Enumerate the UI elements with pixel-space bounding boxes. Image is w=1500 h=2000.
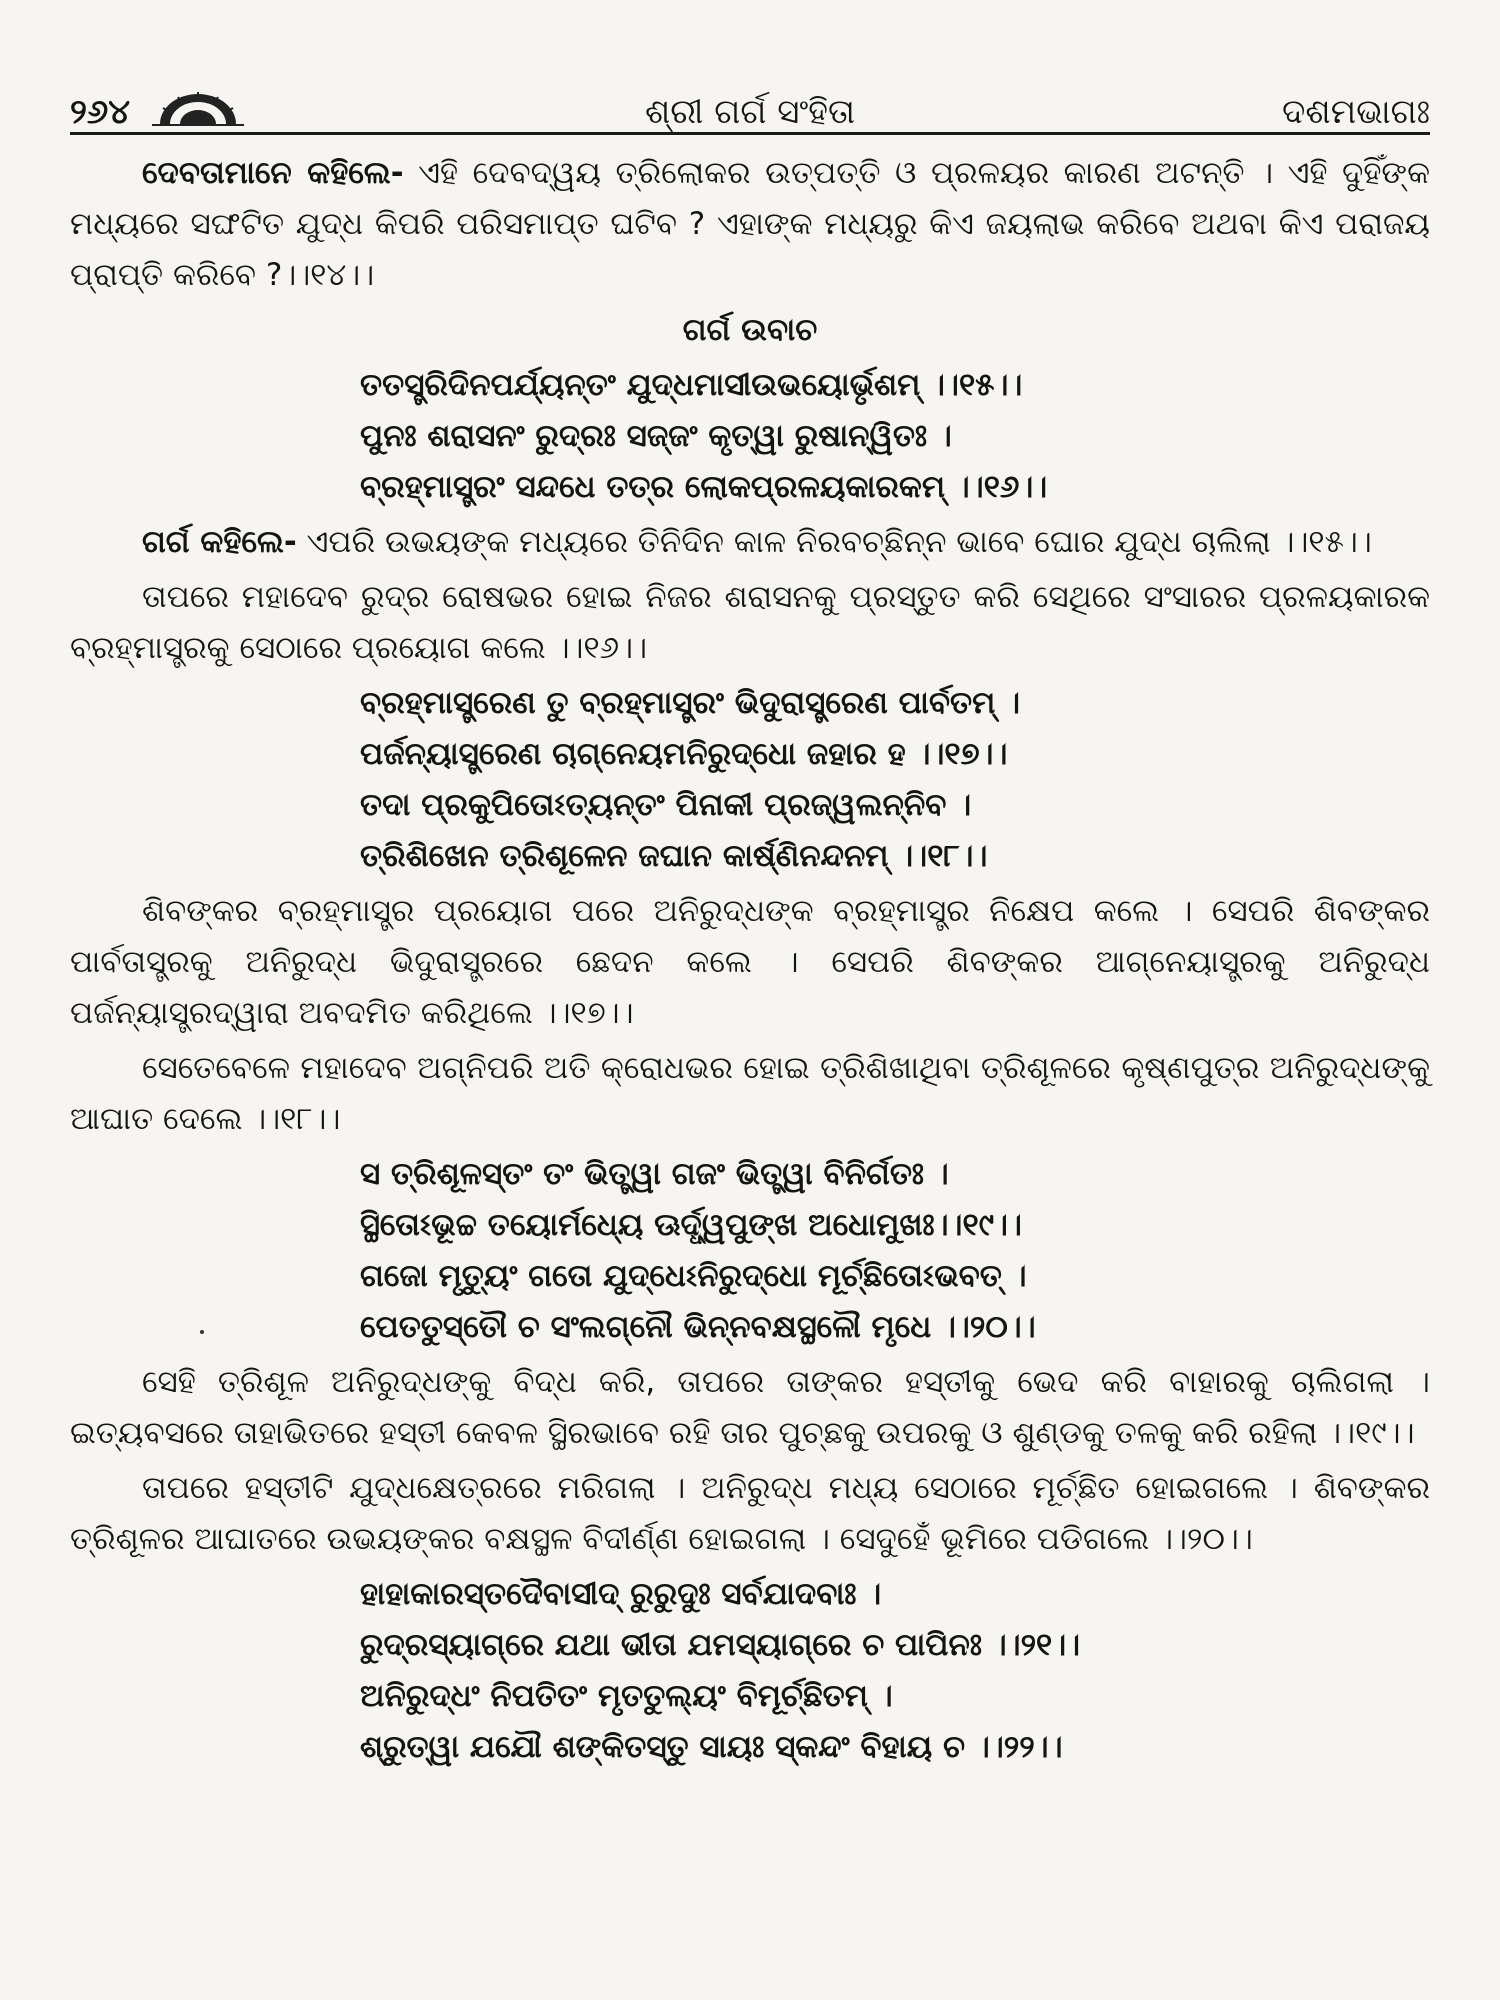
book-title: ଶ୍ରୀ ଗର୍ଗ ସଂହିତା: [644, 92, 856, 132]
verse-line: ରୁଦ୍ରସ୍ୟାଗ୍ରେ ଯଥା ଭୀତା ଯମସ୍ୟାଗ୍ରେ ଚ ପାପିନଃ ।।୨୧।।: [360, 1627, 1081, 1663]
verse-line: ଗଜୋ ମୃତ୍ୟୁଂ ଗତୋ ଯୁଦ୍ଧେଽନିରୁଦ୍ଧୋ ମୂର୍ଚ୍ଛିତୋଽଭବତ୍ ।: [360, 1258, 1027, 1294]
verse-line: ଶ୍ରୁତ୍ୱା ଯଯୌ ଶଙ୍କିତସ୍ତୁ ସାୟଃ ସ୍କନ୍ଦଂ ବିହାୟ ଚ ।।୨୨।।: [360, 1729, 1063, 1765]
paragraph-text: ଏପରି ଉଭୟଙ୍କ ମଧ୍ୟରେ ତିନିଦିନ କାଳ ନିରବଚ୍ଛିନ୍ନ ଭାବେ ଘୋର ଯୁଦ୍ଧ ଚାଲିଲା ।।୧୫।।: [296, 524, 1372, 560]
commentary-paragraph: [70, 517, 1430, 568]
page-number: ୨୬୪: [70, 92, 131, 132]
sanskrit-verse: [360, 678, 1430, 882]
sanskrit-verse: [360, 1569, 1430, 1773]
verse-line: ପେତତୁସ୍ତୌ ଚ ସଂଲଗ୍ନୌ ଭିନ୍ନବକ୍ଷସ୍ଥଳୌ ମୃଧେ ।।୨୦।।: [360, 1309, 1036, 1345]
page-body: [70, 148, 1430, 1777]
verse-line: ସ ତ୍ରିଶୂଳସ୍ତଂ ତଂ ଭିତ୍ତ୍ୱା ଗଜଂ ଭିତ୍ତ୍ୱା ବିନିର୍ଗତଃ ।: [360, 1156, 949, 1192]
commentary-paragraph: [70, 148, 1430, 301]
paragraph-text: ଏହି ଦେବଦ୍ୱୟ ତ୍ରିଲୋକର ଉତ୍ପତ୍ତି ଓ ପ୍ରଳୟର କାରଣ ଅଟନ୍ତି । ଏହି ଦୁହିଁଙ୍କ ମଧ୍ୟରେ ସଙ୍ଘଟିତ ଯୁଦ୍ଧ କିପରି ପରିସମାପ୍ତ ଘଟିବ ? ଏହାଙ୍କ ମଧ୍ୟରୁ କିଏ ଜୟଲାଭ କରିବେ ଅଥବା କିଏ ପରାଜୟ ପ୍ରାପ୍ତି କରିବେ ?।।୧୪।।: [70, 155, 1431, 293]
section-title: ଦଶମଭାଗଃ: [1282, 92, 1430, 132]
commentary-paragraph: ସେହି ତ୍ରିଶୂଳ ଅନିରୁଦ୍ଧଙ୍କୁ ବିଦ୍ଧ କରି, ତାପରେ ତାଙ୍କର ହସ୍ତୀକୁ ଭେଦ କରି ବାହାରକୁ ଚାଲିଗଲା । ଇତ୍ୟବସରେ ତାହାଭିତରେ ହସ୍ତୀ କେବଳ ସ୍ଥିରଭାବେ ରହି ତାର ପୁଚ୍ଛକୁ ଉପରକୁ ଓ ଶୁଣ୍ଡକୁ ତଳକୁ କରି ରହିଲା ।।୧୯।।: [70, 1364, 1430, 1451]
commentary-paragraph: ସେତେବେଳେ ମହାଦେବ ଅଗ୍ନିପରି ଅତି କ୍ରୋଧଭର ହୋଇ ତ୍ରିଶିଖାଥିବା ତ୍ରିଶୂଳରେ କୃଷ୍ଣପୁତ୍ର ଅନିରୁଦ୍ଧଙ୍କୁ ଆଘାତ ଦେଲେ ।।୧୮।।: [70, 1050, 1430, 1137]
section-heading: ଗର୍ଗ ଉବାଚ: [682, 312, 818, 348]
verse-line: ବ୍ରହ୍ମାସ୍ତ୍ରଂ ସନ୍ଦଧେ ତତ୍ର ଲୋକପ୍ରଳୟକାରକମ୍ ।।୧୬।।: [360, 469, 1048, 505]
verse-line: ତ୍ରିଶିଖେନ ତ୍ରିଶୂଳେନ ଜଘାନ କାର୍ଷ୍ଣିନନ୍ଦନମ୍ ।।୧୮।।: [360, 838, 988, 874]
verse-line: ତଦା ପ୍ରକୁପିତୋଽତ୍ୟନ୍ତଂ ପିନାକୀ ପ୍ରଜ୍ୱଲନ୍ନିବ ।: [360, 787, 972, 823]
ink-speck: [200, 1330, 204, 1334]
speaker-label: ଦେବତାମାନେ କହିଲେ-: [142, 155, 404, 191]
verse-line: ଅନିରୁଦ୍ଧଂ ନିପତିତଂ ମୃତତୁଲ୍ୟଂ ବିମୂର୍ଚ୍ଛିତମ୍ ।: [360, 1678, 893, 1714]
page-header: [70, 86, 1430, 136]
sanskrit-verse: [360, 1149, 1430, 1353]
commentary-paragraph: ଶିବଙ୍କର ବ୍ରହ୍ମାସ୍ତ୍ର ପ୍ରୟୋଗ ପରେ ଅନିରୁଦ୍ଧଙ୍କ ବ୍ରହ୍ମାସ୍ତ୍ର ନିକ୍ଷେପ କଲେ । ସେପରି ଶିବଙ୍କର ପାର୍ବତାସ୍ତ୍ରକୁ ଅନିରୁଦ୍ଧ ଭିଦୁରାସ୍ତ୍ରରେ ଛେଦନ କଲେ । ସେପରି ଶିବଙ୍କର ଆଗ୍ନେୟାସ୍ତ୍ରକୁ ଅନିରୁଦ୍ଧ ପର୍ଜନ୍ୟାସ୍ତ୍ରଦ୍ୱାରା ଅବଦମିତ କରିଥିଲେ ।।୧୭।।: [70, 893, 1430, 1031]
verse-line: ସ୍ଥିତୋଽଭୂଚ୍ଚ ତୟୋର୍ମଧ୍ୟେ ଊର୍ଦ୍ଧ୍ୱପୁଙ୍ଖ ଅଧୋମୁଖଃ।।୧୯।।: [360, 1207, 1022, 1243]
commentary-paragraph: ତାପରେ ହସ୍ତୀଟି ଯୁଦ୍ଧକ୍ଷେତ୍ରରେ ମରିଗଲା । ଅନିରୁଦ୍ଧ ମଧ୍ୟ ସେଠାରେ ମୂର୍ଚ୍ଛିତ ହୋଇଗଲେ । ଶିବଙ୍କର ତ୍ରିଶୂଳର ଆଘାତରେ ଉଭୟଙ୍କର ବକ୍ଷସ୍ଥଳ ବିଦୀର୍ଣ୍ଣ ହୋଇଗଲା । ସେଦୁହେଁ ଭୂମିରେ ପଡିଗଲେ ।।୨୦।।: [70, 1470, 1430, 1557]
speaker-label: ଗର୍ଗ କହିଲେ-: [142, 524, 297, 560]
sanskrit-verse: [360, 360, 1430, 513]
verse-line: ପୁନଃ ଶରାସନଂ ରୁଦ୍ରଃ ସଜ୍ଜଂ କୃତ୍ୱା ରୁଷାନ୍ୱିତଃ ।: [360, 418, 952, 454]
header-divider: [70, 132, 1430, 135]
commentary-paragraph: ତାପରେ ମହାଦେବ ରୁଦ୍ର ରୋଷଭର ହୋଇ ନିଜର ଶରାସନକୁ ପ୍ରସ୍ତୁତ କରି ସେଥିରେ ସଂସାରର ପ୍ରଳୟକାରକ ବ୍ରହ୍ମାସ୍ତ୍ରକୁ ସେଠାରେ ପ୍ରୟୋଗ କଲେ ।।୧୬।।: [70, 579, 1430, 666]
verse-line: ପର୍ଜନ୍ୟାସ୍ତ୍ରେଣ ଚାଗ୍ନେୟମନିରୁଦ୍ଧୋ ଜହାର ହ ।।୧୭।।: [360, 736, 1008, 772]
verse-line: ତତସ୍ତ୍ରିଦିନପର୍ଯ୍ୟନ୍ତଂ ଯୁଦ୍ଧମାସୀଉଭୟୋର୍ଭୃଶମ୍ ।।୧୫।।: [360, 367, 1023, 403]
verse-line: ହାହାକାରସ୍ତଦୈବାସୀଦ୍ ରୁରୁଦୁଃ ସର୍ବଯାଦବାଃ ।: [360, 1576, 882, 1612]
verse-line: ବ୍ରହ୍ମାସ୍ତ୍ରେଣ ତୁ ବ୍ରହ୍ମାସ୍ତ୍ରଂ ଭିଦୁରାସ୍ତ୍ରେଣ ପାର୍ବତମ୍ ।: [360, 685, 1021, 721]
